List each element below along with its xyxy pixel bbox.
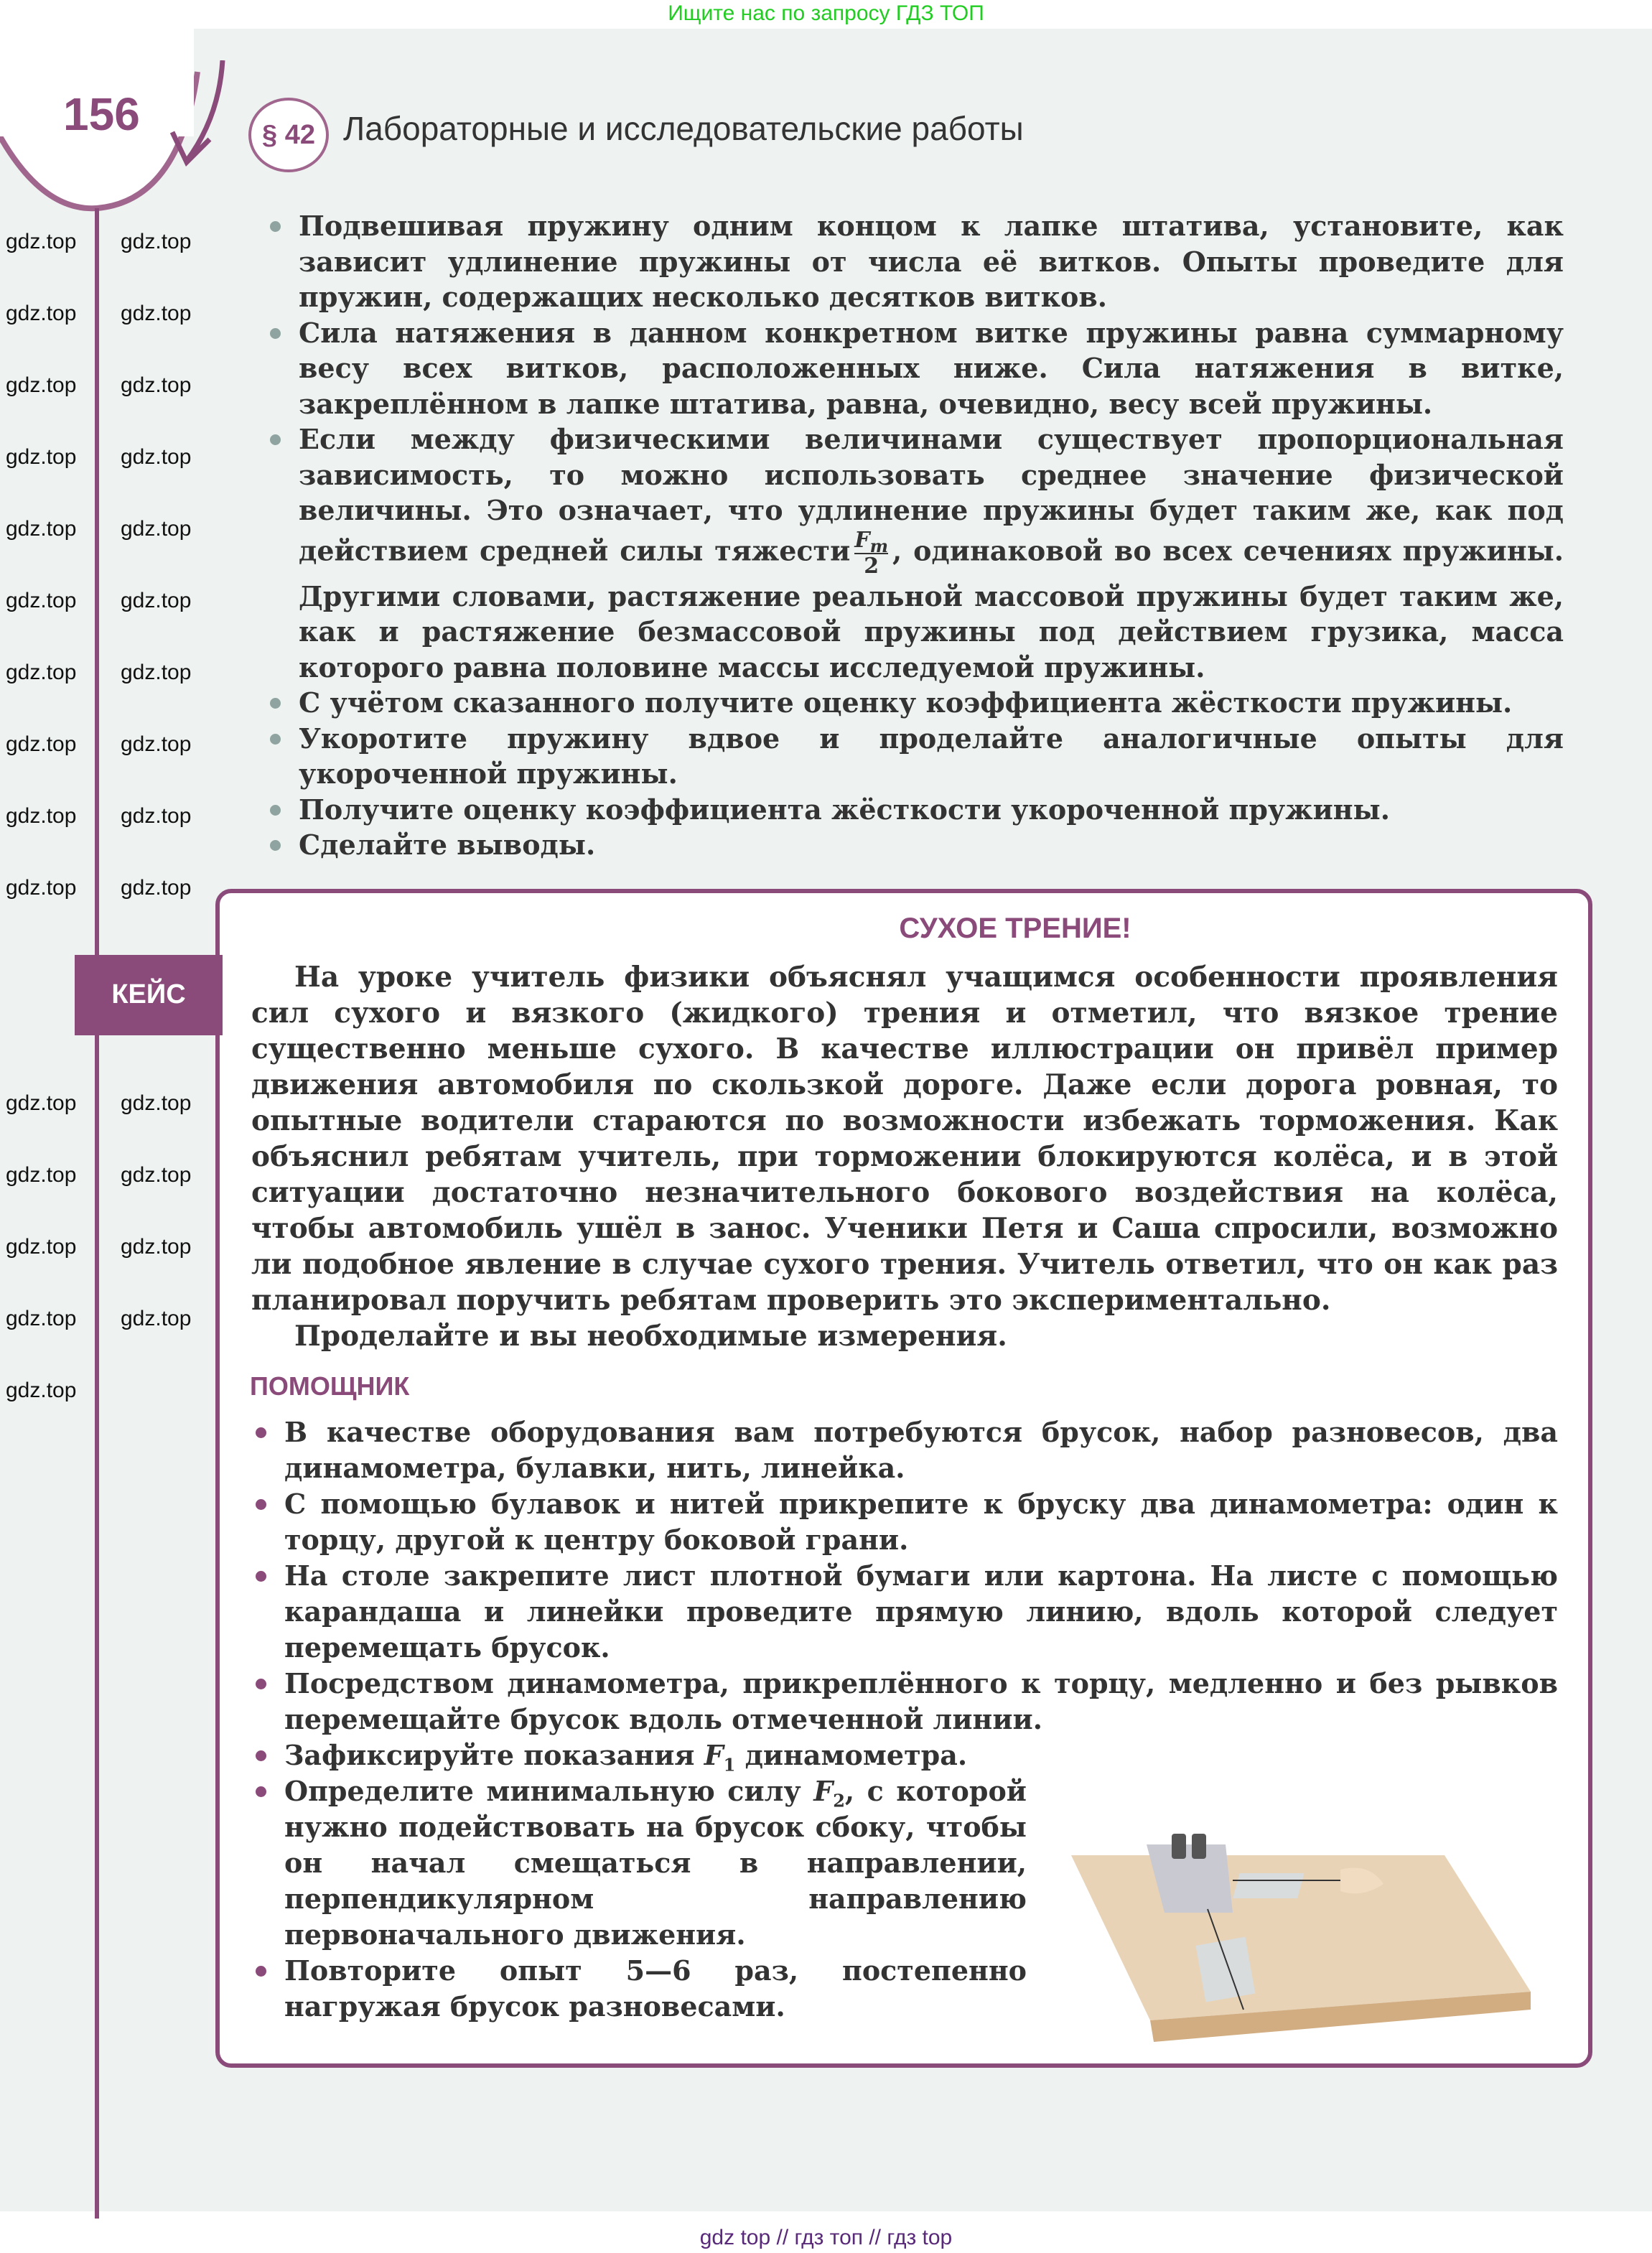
watermark: gdz.top [6,302,77,325]
list-item: Сделайте выводы. [266,827,1564,863]
watermark: gdz.top [6,445,77,469]
sub: 2 [833,1790,845,1811]
watermark: gdz.top [121,373,192,397]
case-paragraph: На уроке учитель физики объяснял учащимся особенности проявления сил сухого и вязкого (жидкого) трения и отметил, что вязкое трение существенно меньше сухого. В качестве иллюстрации он привёл пример движения автомобиля по скользкой дороге. Даже если дорога ровная, то опытные водители стараются по возможности избежать торможения. Как объяснил ребятам учитель, при торможении блокируются колёса, и в этой ситуации достаточно незначительного бокового воздействия на колёса, чтобы автомобиль ушёл в занос. Ученики Петя и Саша спросили, возможно ли подобное явление в случае сухого трения. Учитель ответил, что он как раз планировал поручить ребятам проверить это экспериментально. [251,960,1558,1317]
watermark: gdz.top [121,1235,192,1259]
case-title-text: СУХОЕ ТРЕНИЕ! [899,912,1131,944]
page-title: Лабораторные и исследовательские работы [343,110,1024,147]
list-item: Укоротите пружину вдвое и проделайте аналогичные опыты для укороченной пружины. [266,721,1564,792]
watermark: gdz.top [6,373,77,397]
list-item [251,1737,1558,1776]
case-text [251,959,1558,1354]
watermark: gdz.top [121,1307,192,1330]
list-item: Посредством динамометра, прикреплённого к торцу, медленно и без рывков перемещайте брусок вдоль отмеченной линии. [251,1666,1558,1737]
text: , одинаковой во всех сечениях пружины. Другими словами, растяжение реальной массовой пружины будет таким же, как и растяжение безмассовой пружины под действием грузика, масса которого равна половине массы исследуемой пружины. [299,534,1564,684]
watermark: gdz.top [121,230,192,253]
text: Зафиксируйте показания [284,1738,704,1771]
experiment-illustration [1064,1805,1559,2042]
list-item: Подвешивая пружину одним концом к лапке штатива, установите, как зависит удлинение пружины от числа её витков. Опыты проведите для пружин, содержащих несколько десятков витков. [266,208,1564,315]
page-number: 156 [63,88,140,140]
watermark: gdz.top [6,876,77,900]
case-tab: КЕЙС [75,955,223,1035]
watermark: gdz.top [121,1091,192,1115]
helper-title: ПОМОЩНИК [250,1371,410,1401]
fraction-sub: т [869,535,889,556]
watermark: gdz.top [121,732,192,756]
watermark: gdz.top [121,589,192,612]
text: динамометра. [735,1738,968,1771]
list-item: Сила натяжения в данном конкретном витке пружины равна суммарному весу всех витков, расположенных ниже. Сила натяжения в витке, закреплённом в лапке штатива, равна, очевидно, весу всей пружины. [266,315,1564,422]
list-item [251,1773,1027,1953]
var: F [813,1774,834,1807]
watermark: gdz.top [6,1307,77,1330]
list-item: С учётом сказанного получите оценку коэффициента жёсткости пружины. [266,685,1564,721]
watermark: gdz.top [6,230,77,253]
var: F [704,1738,724,1771]
arrow-icon [165,60,230,168]
watermark: gdz.top [121,804,192,828]
watermark: gdz.top [121,445,192,469]
footer-banner[interactable]: gdz top // гдз топ // гдз top [699,2226,953,2249]
text: , с которой нужно подействовать на брусок сбоку, чтобы он начал смещаться в направлении, перпендикулярном направлению первоначального движения. [284,1774,1027,1951]
watermark: gdz.top [121,876,192,900]
section-badge: § 42 [248,98,329,172]
watermark: gdz.top [121,661,192,684]
watermark: gdz.top [6,517,77,541]
watermark: gdz.top [121,517,192,541]
watermark: gdz.top [121,302,192,325]
watermark: gdz.top [6,1379,77,1402]
text: Определите минимальную силу [284,1774,814,1807]
list-item: Повторите опыт 5—6 раз, постепенно нагружая брусок разновесами. [251,1953,1027,2025]
fraction [854,528,888,579]
watermark: gdz.top [6,1091,77,1115]
list-item: В качестве оборудования вам потребуются брусок, набор разновесов, два динамометра, булавки, нить, линейка. [251,1414,1558,1486]
search-banner[interactable]: Ищите нас по запросу ГДЗ ТОП [668,1,984,25]
case-paragraph: Проделайте и вы необходимые измерения. [294,1319,1007,1353]
list-item: Получите оценку коэффициента жёсткости укороченной пружины. [266,792,1564,828]
fraction-den: 2 [864,553,879,579]
list-item: На столе закрепите лист плотной бумаги или картона. На листе с помощью карандаша и линейки проведите прямую линию, вдоль которой следует перемещать брусок. [251,1558,1558,1666]
watermark: gdz.top [6,1163,77,1187]
textbook-page [0,29,1652,2211]
fraction-num: F [854,527,870,553]
watermark: gdz.top [6,804,77,828]
watermark: gdz.top [121,1163,192,1187]
watermark: gdz.top [6,732,77,756]
watermark: gdz.top [6,1235,77,1259]
text: Если между физическими величинами существует пропорциональная зависимость, то можно использовать среднее значение физической величины. Это означает, что удлинение пружины будет таким же, как под действием средней силы тяжести [299,423,1564,566]
list-item: С помощью булавок и нитей прикрепите к бруску два динамометра: один к торцу, другой к центру боковой грани. [251,1486,1558,1558]
watermark: gdz.top [6,589,77,612]
sub: 1 [723,1754,736,1776]
list-item [266,421,1564,685]
instructions [266,208,1564,863]
case-title [220,893,1588,946]
watermark: gdz.top [6,661,77,684]
margin-line [95,208,99,2219]
